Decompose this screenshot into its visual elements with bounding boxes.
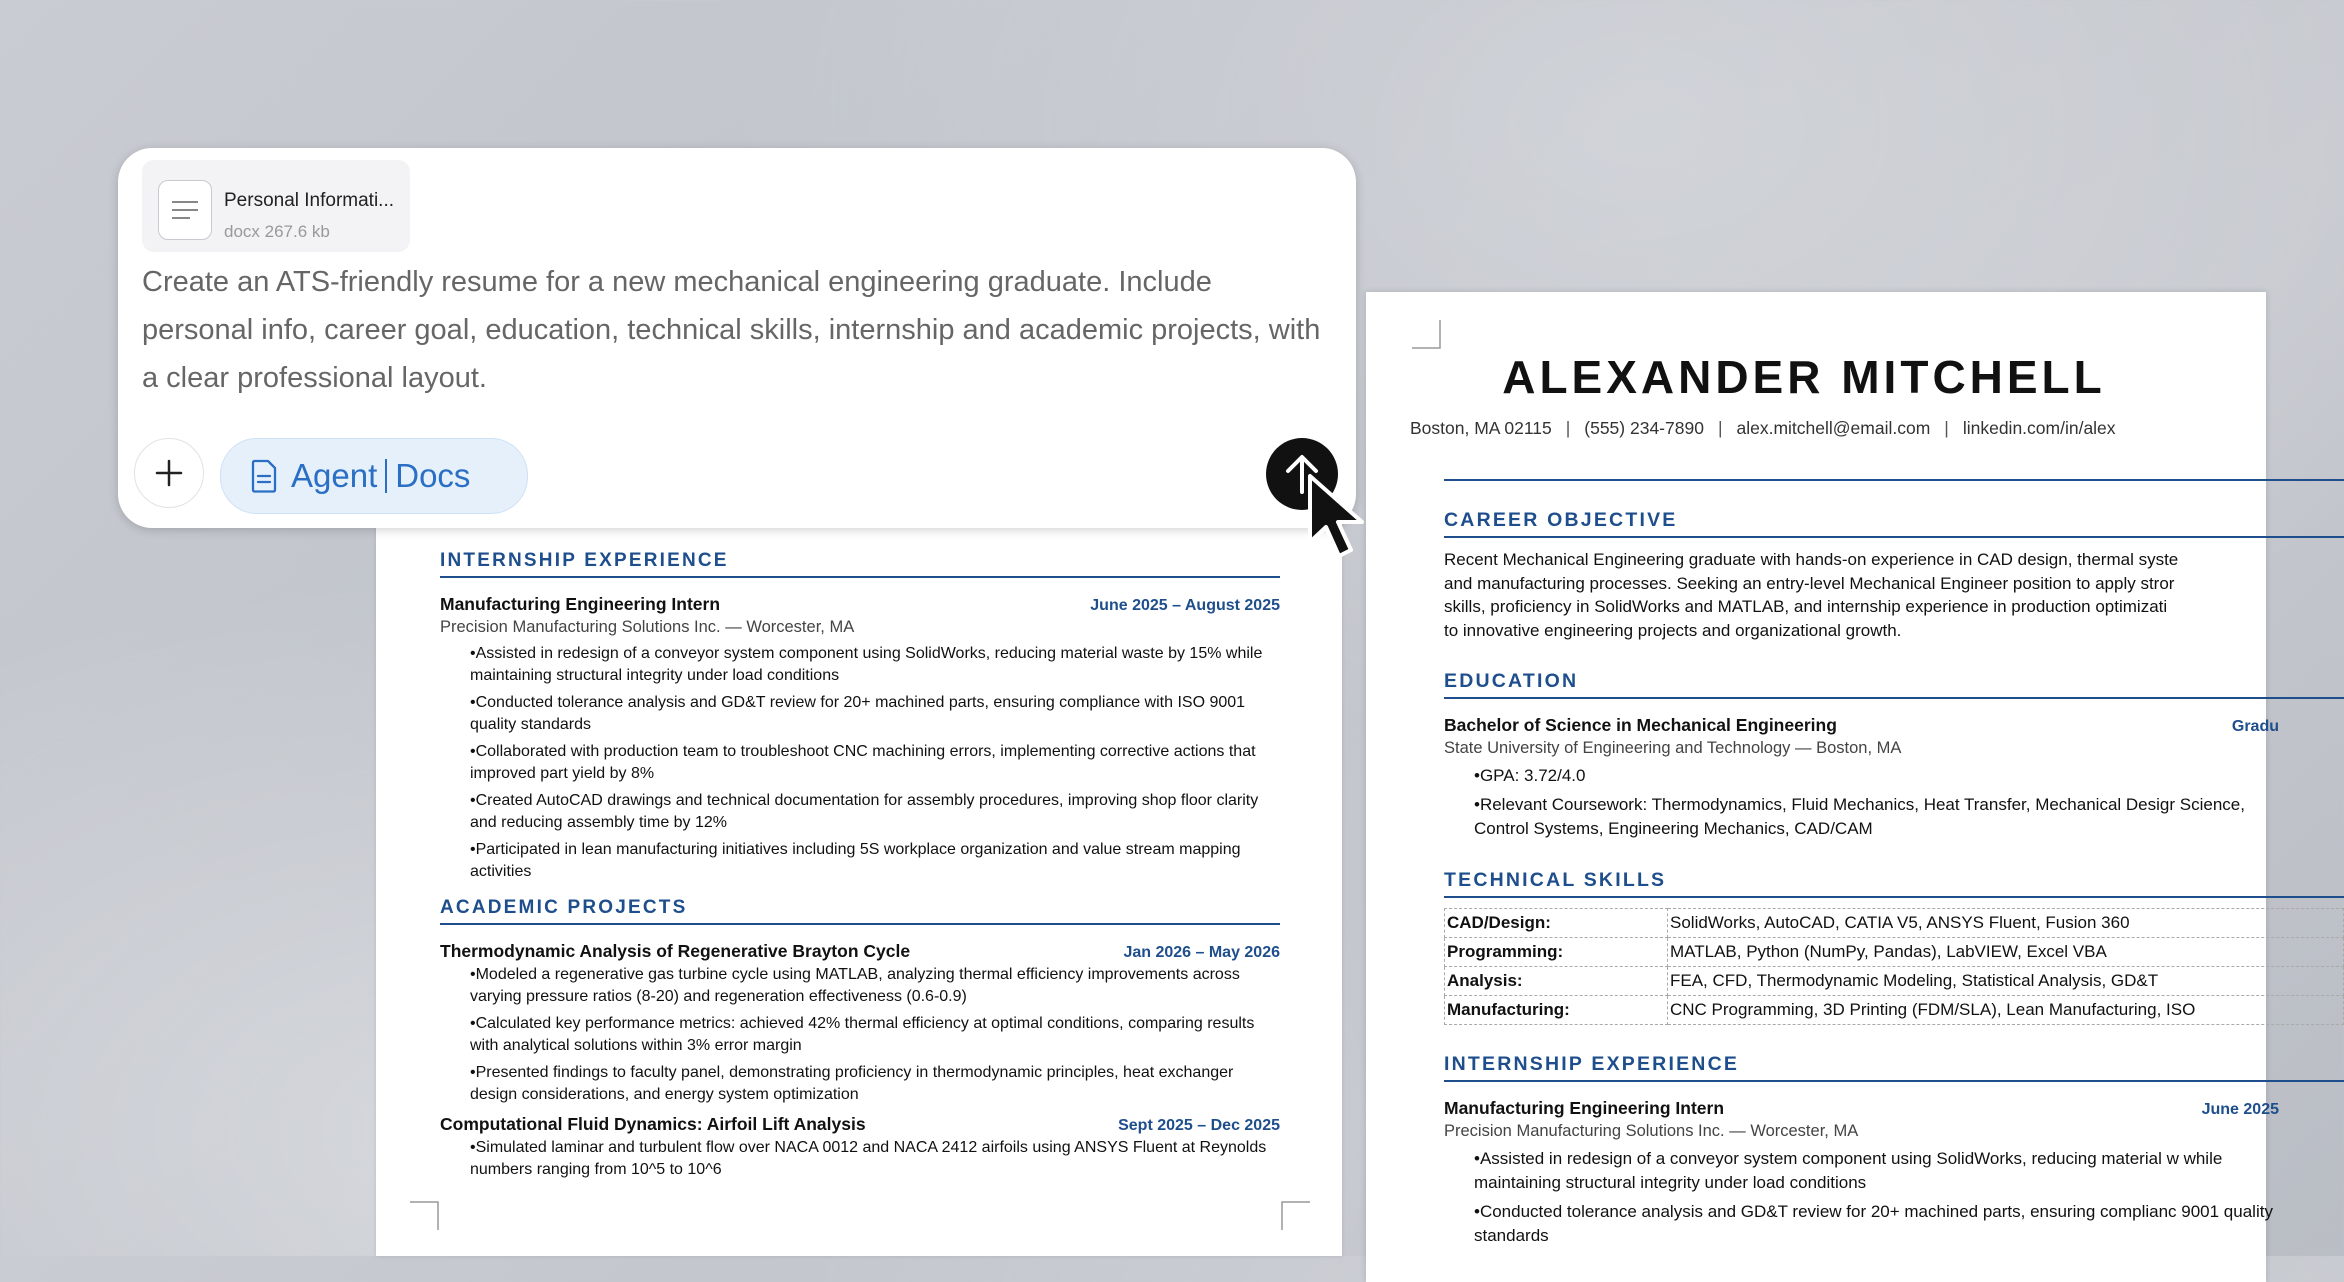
bullet-item: •Relevant Coursework: Thermodynamics, Fluid Mechanics, Heat Transfer, Mechanical Desigr Science, Control Systems, Engineering Mechanics, CAD/CAM [1474,795,2245,838]
resume-page-left [376,520,1342,1256]
contact-separator: | [1944,418,1949,438]
skill-label: CAD/Design: [1445,909,1668,938]
table-row [1445,938,2344,967]
skills-table [1444,908,2344,1025]
agent-docs-mode-button[interactable] [220,438,528,514]
degree-date: Gradu [2231,718,2279,735]
page-corner-mark [410,1200,440,1230]
prompt-composer [118,148,1356,528]
objective-line: and manufacturing processes. Seeking an entry-level Mechanical Engineer position to apply stror [1444,573,2175,593]
bullet-item: •Created AutoCAD drawings and technical documentation for assembly procedures, improving shop floor clarity and reducing assembly time by 12% [470,792,1259,831]
section-heading-objective: CAREER OBJECTIVE [1444,509,2344,538]
bullet-item: •Conducted tolerance analysis and GD&T review for 20+ machined parts, ensuring compliance with ISO 9001 quality standards [470,694,1246,733]
mouse-cursor-icon [1306,472,1380,562]
bullet-item: •Modeled a regenerative gas turbine cycle using MATLAB, analyzing thermal efficiency improvements across varying pressure ratios (8-20) and regeneration effectiveness (0.6-0.9) [470,966,1240,1005]
bullet-item: •Presented findings to faculty panel, demonstrating proficiency in thermodynamic principles, heat exchanger design considerations, and energy system optimization [470,1064,1234,1103]
table-row [1445,996,2344,1025]
bullet-item: •Collaborated with production team to troubleshoot CNC machining errors, implementing corrective actions that improved part yield by 8% [470,743,1256,782]
objective-line: to innovative engineering projects and organizational growth. [1444,620,1902,640]
project-title: Thermodynamic Analysis of Regenerative Brayton Cycle [440,941,911,961]
job-company: Precision Manufacturing Solutions Inc. — Worcester, MA [440,618,855,636]
contact-address: Boston, MA 02115 [1410,418,1552,438]
contact-separator: | [1565,418,1571,438]
section-heading-internship: INTERNSHIP EXPERIENCE [1444,1053,2344,1082]
job-date: June 2025 [2201,1101,2279,1118]
skill-label: Analysis: [1445,967,1668,996]
job-title: Manufacturing Engineering Intern [1444,1098,1725,1118]
contact-email: alex.mitchell@email.com [1736,418,1931,438]
contact-phone: (555) 234-7890 [1584,418,1704,438]
attachment-name: Personal Informati... [224,190,395,211]
bullet-item: •Simulated laminar and turbulent flow over NACA 0012 and NACA 2412 airfoils using ANSYS Fluent at Reynolds numbers ranging from 10^5 to 10^6 [470,1139,1267,1178]
section-heading-internship: INTERNSHIP EXPERIENCE [440,550,1280,578]
education-bullets [1474,764,2274,841]
skill-value: MATLAB, Python (NumPy, Pandas), LabVIEW, Excel VBA [1668,938,2344,967]
plus-icon [153,457,185,489]
bullet-item: •Participated in lean manufacturing initiatives including 5S workplace organization and value stream mapping activities [470,841,1241,880]
table-row [1445,909,2344,938]
bullet-item: •Conducted tolerance analysis and GD&T review for 20+ machined parts, ensuring complianc 9001 quality standards [1474,1202,2273,1245]
objective-text [1444,548,2274,642]
project-title: Computational Fluid Dynamics: Airfoil Lift Analysis [440,1114,866,1134]
degree-title: Bachelor of Science in Mechanical Engineering [1444,715,1837,735]
attachment-meta: docx 267.6 kb [224,222,330,241]
resume-page-right [1366,292,2279,1282]
section-heading-education: EDUCATION [1444,670,2344,699]
table-row [1445,967,2344,996]
bullet-item: •Assisted in redesign of a conveyor system component using SolidWorks, reducing material w while maintaining structural integrity under load conditions [1474,1149,2223,1192]
page-corner-mark [1412,320,1442,350]
job-company: Precision Manufacturing Solutions Inc. — Worcester, MA [1444,1122,1859,1140]
pill-divider [385,459,387,493]
prompt-input[interactable]: Create an ATS-friendly resume for a new mechanical engineering graduate. Include personal info, career goal, education, technical skills, internship and academic projects, with a clear professional layout. [142,266,1321,394]
bullet-item: •Assisted in redesign of a conveyor system component using SolidWorks, reducing material waste by 15% while maintaining structural integrity under load conditions [470,645,1263,684]
add-button[interactable] [134,438,204,508]
job-title: Manufacturing Engineering Intern [440,594,721,614]
skill-value: FEA, CFD, Thermodynamic Modeling, Statistical Analysis, GD&T [1668,967,2344,996]
job-date: June 2025 – August 2025 [1090,597,1280,614]
project-bullets [470,964,1280,1106]
project-bullets [470,1137,1280,1181]
job-bullets [470,643,1280,883]
header-rule [1444,479,2344,481]
skill-value: CNC Programming, 3D Printing (FDM/SLA), Lean Manufacturing, ISO [1668,996,2344,1025]
section-heading-projects: ACADEMIC PROJECTS [440,897,1280,925]
docs-label: Docs [395,457,471,494]
contact-separator: | [1717,418,1723,438]
skill-value: SolidWorks, AutoCAD, CATIA V5, ANSYS Fluent, Fusion 360 [1668,909,2344,938]
bullet-item: •GPA: 3.72/4.0 [1474,766,1586,785]
attachment-chip[interactable] [142,160,410,252]
section-heading-skills: TECHNICAL SKILLS [1444,869,2344,898]
project-date: Sept 2025 – Dec 2025 [1118,1117,1280,1134]
page-corner-mark [1280,1200,1310,1230]
contact-line [1410,418,2344,439]
contact-linkedin: linkedin.com/in/alex [1962,418,2116,438]
bullet-item: •Calculated key performance metrics: achieved 42% thermal efficiency at optimal conditions, comparing results with analytical solutions within 3% error margin [470,1015,1255,1054]
objective-line: skills, proficiency in SolidWorks and MATLAB, and internship experience in production optimizati [1444,597,2168,616]
resume-name: ALEXANDER MITCHELL [1502,351,2106,403]
objective-line: Recent Mechanical Engineering graduate with hands-on experience in CAD design, thermal syste [1444,550,2179,569]
document-icon [158,180,212,240]
project-date: Jan 2026 – May 2026 [1123,944,1280,961]
skill-label: Programming: [1445,938,1668,967]
skill-label: Manufacturing: [1445,996,1668,1025]
job-bullets [1474,1147,2274,1248]
document-icon [251,459,277,493]
agent-label: Agent [291,457,378,494]
school-name: State University of Engineering and Technology — Boston, MA [1444,739,1902,757]
